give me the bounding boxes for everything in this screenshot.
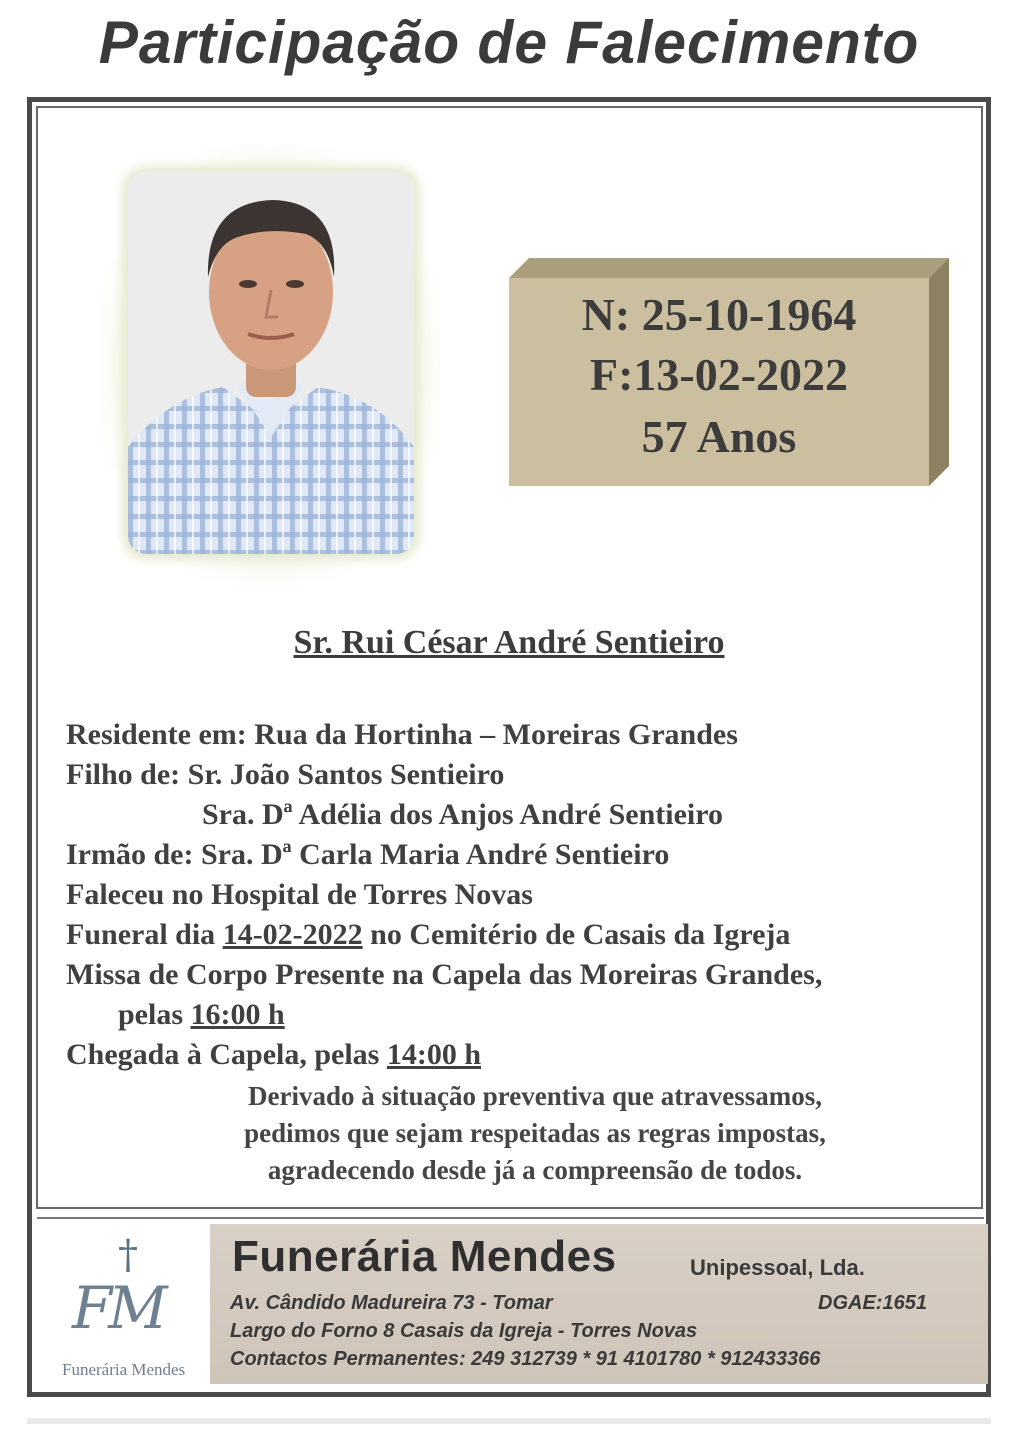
notice-line-3: agradecendo desde já a compreensão de todos.: [267, 1155, 803, 1185]
mass-line: Missa de Corpo Presente na Capela das Moreiras Grandes,: [66, 958, 823, 991]
mass-time-line: [118, 998, 285, 1032]
mother-line: Sra. Dª Adélia dos Anjos André Sentieiro: [202, 798, 724, 831]
funeral-date: 14-02-2022: [222, 918, 363, 951]
notice-line-2: pedimos que sejam respeitadas as regras impostas,: [244, 1118, 826, 1148]
cross-icon: †: [118, 1232, 138, 1278]
death-date: F:13-02-2022: [589, 349, 849, 400]
page-title: Participação de Falecimento: [98, 9, 920, 76]
arrival-time: 14:00 h: [386, 1038, 482, 1071]
mass-time: 16:00 h: [190, 998, 285, 1031]
dates-plaque: [509, 258, 949, 486]
contacts: Contactos Permanentes: 249 312739 * 91 4101780 * 912433366: [230, 1348, 821, 1370]
notice-line-1: Derivado à situação preventiva que atravessamos,: [248, 1081, 822, 1111]
logo-name: Funerária Mendes: [62, 1360, 186, 1379]
age: 57 Anos: [641, 411, 797, 462]
funeral-line: [66, 918, 790, 952]
sibling-line: Irmão de: Sra. Dª Carla Maria André Sentieiro: [66, 838, 670, 871]
funeral-suffix: no Cemitério de Casais da Igreja: [362, 918, 791, 951]
address-torres-novas: Largo do Forno 8 Casais da Igreja - Torres Novas: [230, 1320, 698, 1342]
logo-monogram: FM: [72, 1274, 164, 1342]
address-tomar: Av. Cândido Madureira 73 - Tomar: [230, 1292, 553, 1314]
bottom-strip: [27, 1418, 991, 1424]
portrait-photo: [128, 172, 414, 554]
residence-line: Residente em: Rua da Hortinha – Moreiras Grandes: [66, 718, 738, 751]
arrival-line: [66, 1038, 481, 1072]
father-line: Filho de: Sr. João Santos Sentieiro: [66, 758, 505, 791]
arrival-prefix: Chegada à Capela, pelas: [66, 1038, 387, 1071]
portrait-icon: [128, 172, 414, 554]
company-name: Funerária Mendes: [232, 1232, 617, 1281]
death-place-line: Faleceu no Hospital de Torres Novas: [66, 878, 533, 911]
birth-date: N: 25-10-1964: [581, 289, 857, 340]
company-type: Unipessoal, Lda.: [690, 1255, 865, 1280]
mass-time-prefix: pelas: [118, 998, 191, 1031]
funeral-prefix: Funeral dia: [66, 918, 223, 951]
dgae-number: DGAE:1651: [818, 1292, 927, 1314]
deceased-name: Sr. Rui César André Sentieiro: [293, 624, 725, 661]
